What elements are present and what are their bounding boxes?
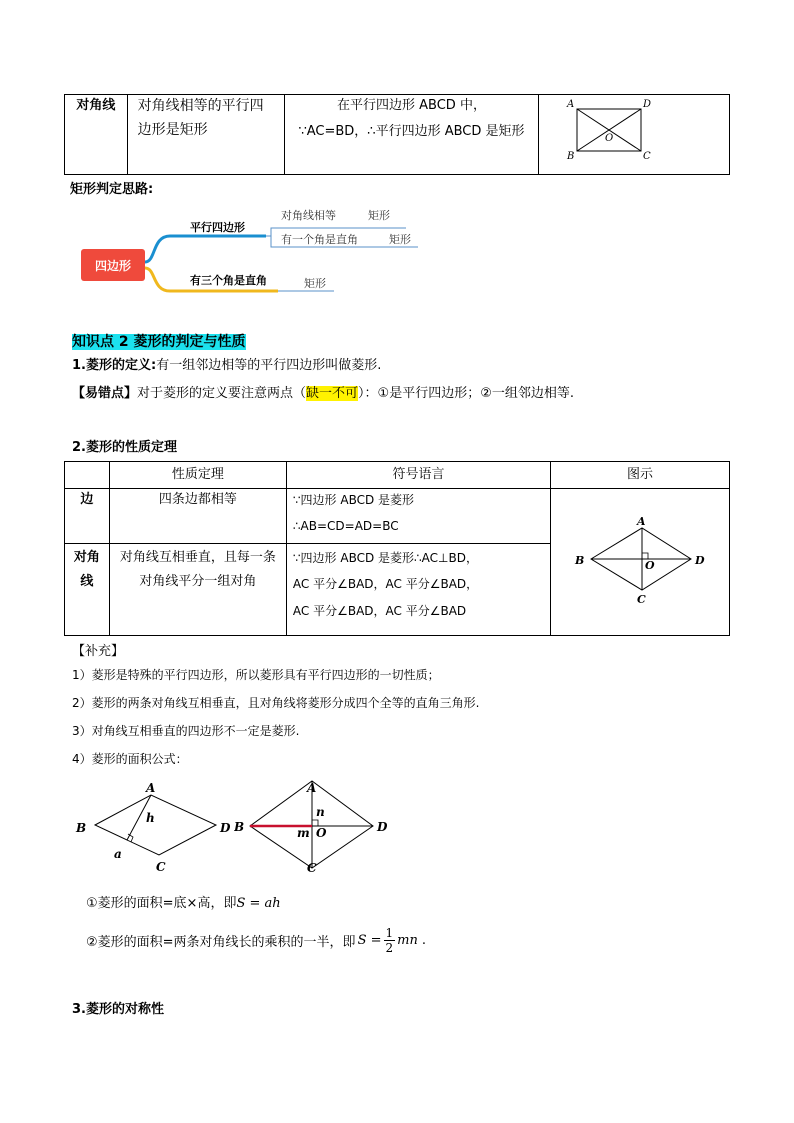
mindmap-branch2-label: 有三个角是直角 [190,274,267,287]
rectangle-figure [539,95,729,174]
prop-row-side-symbol2: ∴AB=CD=AD=BC [292,519,399,533]
prop-row-side-label: 边 [80,492,94,507]
mistake-text1: 对于菱形的定义要注意两点（ [137,386,307,401]
rhombus-label-b: B [574,554,585,567]
area-fig2-label-n: n [316,805,325,819]
area-fig1-label-b: B [76,821,87,835]
prop-row-side-theorem-cell [109,489,286,544]
mistake-label: 【易错点】 [72,386,138,401]
area-formula-2 [86,922,426,958]
rect-ideas-title: 矩形判定思路: [70,182,154,197]
rhombus-label-o: O [644,559,655,572]
area-formula-2-denominator: 2 [385,940,394,955]
criterion-figure-cell [538,95,729,175]
rect-ideas-mindmap [78,200,428,300]
area-formula-2-mn: mn [397,932,418,948]
rect-label-a: A [566,99,575,110]
rhombus-mistake [72,382,574,401]
criterion-condition-line2: 边形是矩形 [137,122,208,138]
prop-row-diag-theorem2: 对角线平分一组对角 [139,574,257,590]
rhombus-property-table [64,461,730,636]
mindmap-sub1-result: 矩形 [368,209,390,222]
area-fig2-label-a: A [307,781,317,795]
area-fig2-label-o: O [316,826,327,840]
supplement-item-2: 2）菱形的两条对角线互相垂直，且对角线将菱形分成四个全等的直角三角形. [72,696,480,710]
prop-row-diag-label-cell [65,544,110,636]
rhombus-definition [72,354,381,373]
prop-row-diag-theorem-cell [109,544,286,636]
area-formula-2-text: ②菱形的面积=两条对角线长的乘积的一半，即 [86,934,356,950]
supplement-title: 【补充】 [72,644,125,659]
rect-label-b: B [566,151,575,162]
criterion-proof-line1: 在平行四边形 ABCD 中， [337,98,486,113]
prop-header-row [65,462,730,489]
area-formula-2-end: . [421,932,426,948]
criterion-proof-line2: ∵AC=BD，∴平行四边形 ABCD 是矩形 [298,124,525,139]
rhombus-label-d: D [694,554,705,567]
props-title: 2.菱形的性质定理 [72,440,177,455]
prop-row-diag-symbol3: AC 平分∠BAD，AC 平分∠BAD [292,604,467,619]
area-fig1-label-h: h [146,811,155,825]
mindmap-branch2-result: 矩形 [304,277,326,290]
prop-row-diag-symbol1: ∵四边形 ABCD 是菱形∴AC⊥BD， [292,551,478,566]
mistake-text2: ）：①是平行四边形；②一组邻边相等. [358,386,574,401]
prop-row-side-label-cell [65,489,110,544]
area-fig1-rhombus [95,795,216,855]
criterion-proof-cell [285,95,539,175]
supplement-item-3: 3）对角线互相垂直的四边形不一定是菱形. [72,724,300,738]
mindmap-root-label: 四边形 [94,259,132,273]
criterion-label: 对角线 [76,98,116,113]
prop-row-diag-label1: 对角 [73,550,100,566]
prop-row-diag-theorem1: 对角线互相垂直，且每一条 [119,550,276,566]
prop-row-side-symbol1: ∵四边形 ABCD 是菱形 [292,493,415,507]
area-formula-2-fraction [384,926,396,955]
area-fig1-label-d: D [220,821,231,835]
area-formula-1-text: ①菱形的面积=底×高，即 [86,896,237,911]
prop-header-symbol: 符号语言 [286,462,550,489]
criterion-condition-line1: 对角线相等的平行四 [137,98,264,114]
rhombus-figure [551,489,729,635]
area-fig1-label-c: C [156,860,166,874]
rectangle-criterion-table [64,94,730,175]
mistake-highlight: 缺一不可 [306,386,359,401]
area-figure-diagonals [234,776,399,876]
prop-row-diag-symbol2: AC 平分∠BAD，AC 平分∠BAD， [292,577,479,592]
knowledge-title-text: 知识点 2 菱形的判定与性质 [72,334,246,350]
area-figure-base-height [72,776,245,874]
area-formula-1 [86,892,281,911]
area-formula-1-math: S = ah [236,896,281,911]
mindmap-sub2-label: 有一个角是直角 [281,233,358,246]
area-formula-2-numerator: 1 [385,925,394,940]
knowledge-title [72,331,246,351]
area-fig1-label-a: A [146,781,156,795]
area-fig2-label-b: B [234,820,245,834]
area-formula-2-s: S = [357,932,382,948]
mindmap-branch1-label: 平行四边形 [190,221,245,234]
area-fig1-label-a-side: a [114,847,122,861]
rhombus-label-c: C [636,593,646,606]
prop-row-side [65,489,730,544]
prop-header-theorem: 性质定理 [109,462,286,489]
prop-row-side-symbol-cell [286,489,550,544]
criterion-condition-cell [127,95,284,175]
rect-label-c: C [642,151,651,162]
rect-label-o: O [604,133,614,144]
prop-row-side-theorem: 四条边都相等 [158,492,237,507]
rhombus-label-a: A [636,515,646,528]
prop-header-figure: 图示 [550,462,729,489]
prop-header-blank [65,462,110,489]
supplement-item-4: 4）菱形的面积公式： [72,752,188,766]
supplement-item-1: 1）菱形是特殊的平行四边形，所以菱形具有平行四边形的一切性质； [72,668,440,682]
rhombus-def-label: 1.菱形的定义: [72,358,157,373]
prop-row-diag-symbol-cell [286,544,550,636]
rect-label-d: D [642,99,651,110]
area-fig2-label-d: D [377,820,388,834]
prop-row-diag-label2: 线 [80,574,94,590]
area-fig2-label-c: C [307,861,317,875]
mindmap-sub2-result: 矩形 [389,233,411,246]
mindmap-branch1-line [145,236,266,262]
symmetry-title: 3.菱形的对称性 [72,1002,164,1017]
rhombus-def-text: 有一组邻边相等的平行四边形叫做菱形. [156,358,382,373]
area-fig2-label-m: m [297,826,310,840]
prop-figure-cell [550,489,729,636]
criterion-label-cell [65,95,128,175]
mindmap-sub1-label: 对角线相等 [281,209,336,222]
